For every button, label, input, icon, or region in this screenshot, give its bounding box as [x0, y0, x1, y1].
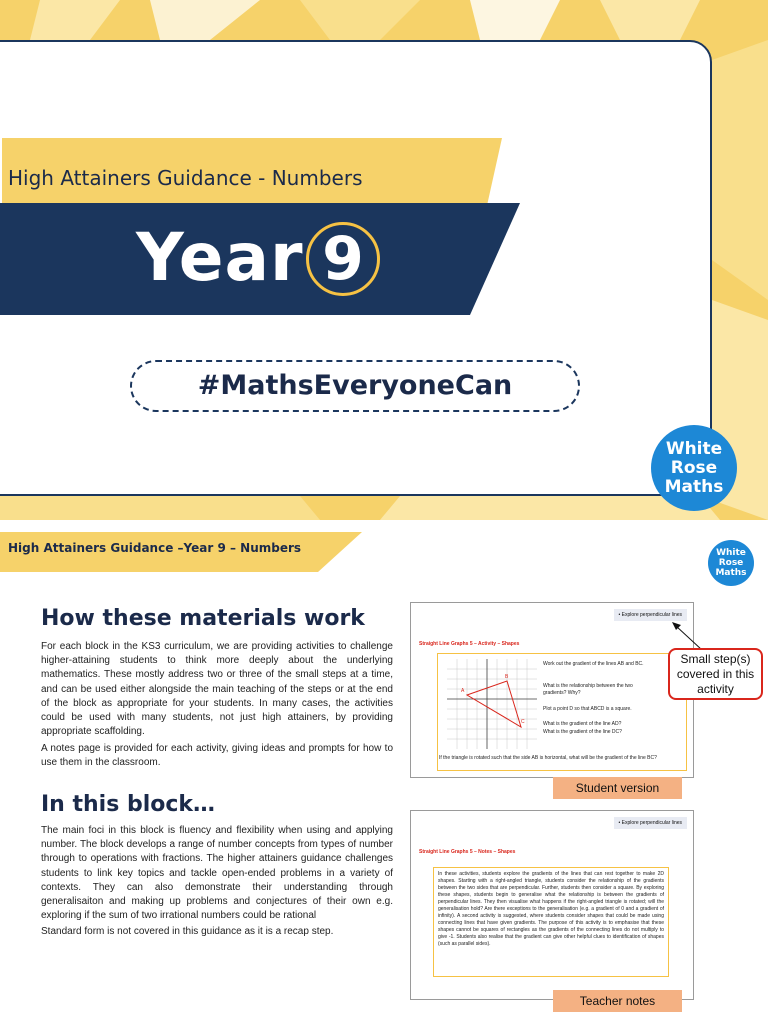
materials-paragraph: A notes page is provided for each activity, giving ideas and prompts for how to use them in the classroom.: [41, 743, 393, 769]
question: What is the gradient of the line AD?: [543, 721, 622, 727]
notes-box: [433, 867, 669, 977]
step-tag: • Explore perpendicular lines: [614, 609, 687, 621]
logo-line: Rose: [718, 558, 744, 568]
logo-line: Maths: [664, 477, 724, 497]
activity-title: Straight Line Graphs 5 – Activity – Shapes: [419, 641, 520, 647]
student-version-thumbnail: [410, 602, 694, 778]
section-heading-block: In this block…: [41, 792, 216, 817]
teacher-notes-thumbnail: [410, 810, 694, 1000]
point-label: C: [521, 719, 525, 725]
coordinate-grid: [447, 659, 537, 749]
teacher-notes-label: Teacher notes: [553, 990, 682, 1012]
logo-line: Maths: [715, 568, 747, 578]
block-paragraph: The main foci in this block is fluency and flexibility when using and applying number. The block develops a range of number concepts from types of number through to operations with fractions. The higher attainers guidance challenges students to link key topics and tackle open-ended problems in a variety of contexts. They can also demonstrate their understanding through generalisaiton and making up problems and conjectures of their own e.g. exploring if the sum of two irrational numbers could be rational: [41, 825, 393, 922]
question: Work out the gradient of the lines AB and BC.: [543, 661, 644, 667]
question: Plot a point D so that ABCD is a square.: [543, 706, 632, 712]
question: What is the gradient of the line DC?: [543, 729, 622, 735]
hashtag-banner: [130, 360, 580, 412]
step-tag: • Explore perpendicular lines: [614, 817, 687, 829]
question: What is the relationship between the two gradients? Why?: [543, 683, 633, 696]
block-paragraph: Standard form is not covered in this guidance as it is a recap step.: [41, 926, 334, 937]
cover-subtitle: High Attainers Guidance - Numbers: [8, 166, 363, 190]
notes-title: Straight Line Graphs 5 – Notes – Shapes: [419, 849, 516, 855]
section-heading-materials: How these materials work: [41, 606, 365, 631]
point-label: B: [505, 674, 509, 680]
point-label: A: [461, 688, 465, 694]
notes-text: In these activities, students explore the gradients of the lines that can rest together to make 2D shapes. Starting with a right-angled triangle, students consider the relationship of the gradients between the two sides that are perpendicular. Further, students then consider a square. By exploring these shapes, students begin to generalise what the relationship is between the gradients of perpendicular lines. They then visualise what happens if the right-angled triangle is rotated; will the generalisation hold? Are there exceptions to the generalisation (e.g. a gradient of 0 and a gradient of infinity). A second activity is suggested, where students consider shapes that could be made using connecting lines that have given gradients. The purpose of this activity is to emphasise that these shapes cannot be squares of rectangles as the gradients of the connecting lines do not multiply to give -1. Students also realise that the gradient can give other helpful clues to identification of shapes (such as parallel sides).: [438, 871, 664, 947]
year-number-badge: 9: [306, 222, 380, 296]
logo-line: White: [716, 548, 746, 558]
cover-title: Year: [136, 219, 304, 296]
materials-paragraph: For each block in the KS3 curriculum, we are providing activities to challenge higher-attaining students to think more deeply about the underlying mathematics. These mostly address two or three of the small steps at a time, and can be used either alongside the main teaching of the steps or at the end of the block as appropriate for your students. In many cases, the activities could be used with many students, not just high attainers, by providing appropriate scaffolding.: [41, 641, 393, 738]
logo-line: Rose: [670, 458, 718, 478]
white-rose-maths-logo: [651, 425, 737, 511]
student-version-label: Student version: [553, 777, 682, 799]
question: If the triangle is rotated such that the side AB is horizontal, what will be the gradient of the line BC?: [439, 755, 657, 761]
hashtag-text: #MathsEveryoneCan: [197, 370, 513, 401]
logo-line: White: [665, 439, 723, 459]
white-rose-maths-logo-small: [708, 540, 754, 586]
small-steps-callout: Small step(s) covered in this activity: [668, 648, 763, 700]
callout-arrow: [668, 618, 708, 652]
page-header: High Attainers Guidance –Year 9 – Numbers: [8, 541, 302, 555]
